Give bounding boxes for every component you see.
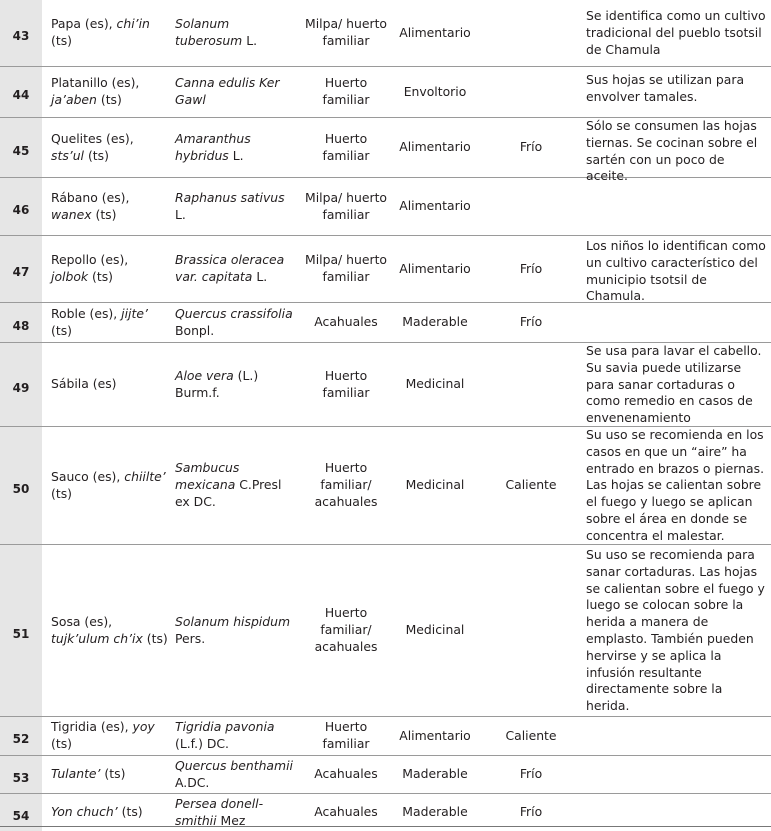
table-row xyxy=(0,343,771,427)
row-number: 51 xyxy=(0,545,42,716)
table-row xyxy=(0,756,771,794)
use: Alimentario xyxy=(399,139,471,155)
temperature: Caliente xyxy=(505,727,557,743)
common-name: Roble (es), jijte’ (ts) xyxy=(51,305,148,338)
temperature xyxy=(488,178,574,235)
table-row xyxy=(0,303,771,343)
table-bottom-rule xyxy=(0,826,771,827)
scientific-name: Aloe vera (L.) Burm.f. xyxy=(175,367,259,400)
use: Alimentario xyxy=(399,198,471,214)
temperature: Frío xyxy=(519,139,543,155)
common-name: Yon chuch’ (ts) xyxy=(51,804,143,820)
temperature xyxy=(488,67,574,117)
common-name: Quelites (es), sts’ul (ts) xyxy=(51,130,134,163)
common-name: Repollo (es), jolbok (ts) xyxy=(51,252,129,284)
row-number: 54 xyxy=(0,794,42,831)
habitat: Huerto familiar/ acahuales xyxy=(314,605,378,654)
scientific-name: Raphanus sativus L. xyxy=(175,189,285,222)
row-number: 46 xyxy=(0,178,42,235)
use: Alimentario xyxy=(399,727,471,743)
use: Alimentario xyxy=(399,24,471,40)
table-row xyxy=(0,717,771,756)
temperature xyxy=(488,545,574,716)
use: Maderable xyxy=(402,314,468,330)
common-name: Papa (es), chi’in (ts) xyxy=(51,16,150,48)
table-row xyxy=(0,427,771,545)
scientific-name: Solanum tuberosum L. xyxy=(175,16,258,48)
row-number: 52 xyxy=(0,717,42,755)
habitat: Acahuales xyxy=(314,314,378,330)
use: Medicinal xyxy=(405,622,465,638)
use: Medicinal xyxy=(405,376,465,392)
habitat: Huerto familiar xyxy=(322,75,370,107)
note: Se identifica como un cultivo tradicional del pueblo tsotsil de Chamula xyxy=(586,8,766,57)
scientific-name: Solanum hispidum Pers. xyxy=(175,613,291,646)
scientific-name: Tigridia pavonia (L.f.) DC. xyxy=(175,719,275,751)
use: Envoltorio xyxy=(403,83,467,99)
common-name: Platanillo (es), ja’aben (ts) xyxy=(51,75,140,107)
row-number: 48 xyxy=(0,303,42,342)
use: Maderable xyxy=(402,766,468,782)
use: Maderable xyxy=(402,804,468,820)
note: Sus hojas se utilizan para envolver tamales. xyxy=(586,72,745,104)
temperature: Caliente xyxy=(505,477,557,493)
common-name: Sosa (es), tujk’ulum ch’ix (ts) xyxy=(51,613,168,646)
habitat: Milpa/ huerto familiar xyxy=(305,16,388,48)
habitat: Acahuales xyxy=(314,766,378,782)
scientific-name: Brassica oleracea var. capitata L. xyxy=(175,252,285,284)
note: Su uso se recomienda en los casos en que un “aire” ha entrado en brazos o piernas. Las hojas se calientan sobre el fuego y luego se aplican sobre el área en donde se concentra el malestar. xyxy=(586,427,765,543)
note xyxy=(586,717,768,755)
row-number: 44 xyxy=(0,67,42,117)
row-number: 45 xyxy=(0,118,42,177)
table-row xyxy=(0,236,771,303)
note xyxy=(586,178,768,235)
common-name: Sábila (es) xyxy=(51,376,117,392)
row-number: 50 xyxy=(0,427,42,544)
table-row xyxy=(0,545,771,717)
table-row xyxy=(0,118,771,184)
row-number: 47 xyxy=(0,236,42,302)
row-number: 43 xyxy=(0,0,42,66)
note: Los niños lo identifican como un cultivo característico del municipio tsotsil de Chamula. xyxy=(586,238,766,304)
habitat: Huerto familiar xyxy=(322,719,370,751)
common-name: Sauco (es), chiilte’ (ts) xyxy=(51,468,166,501)
note: Su uso se recomienda para sanar cortaduras. Las hojas se calientan sobre el fuego y luego se colocan sobre la herida a manera de emplasto. También pueden hervirse y se aplica la infusión resultante directamente sobre la herida. xyxy=(586,547,765,714)
temperature: Frío xyxy=(519,766,543,782)
habitat: Huerto familiar xyxy=(322,367,370,400)
habitat: Milpa/ huerto familiar xyxy=(305,189,388,222)
scientific-name: Quercus benthamii A.DC. xyxy=(175,757,293,790)
scientific-name: Sambucus mexicana C.Presl ex DC. xyxy=(175,460,282,509)
temperature: Frío xyxy=(519,314,543,330)
scientific-name: Persea donell-smithii Mez xyxy=(175,795,264,828)
scientific-name: Quercus crassifolia Bonpl. xyxy=(175,305,293,338)
use: Medicinal xyxy=(405,477,465,493)
table-row xyxy=(0,0,771,67)
scientific-name: Amaranthus hybridus L. xyxy=(175,130,251,163)
scientific-name: Canna edulis Ker Gawl xyxy=(175,75,280,107)
common-name: Rábano (es), wanex (ts) xyxy=(51,189,130,222)
habitat: Huerto familiar xyxy=(322,130,370,163)
row-number: 49 xyxy=(0,343,42,426)
common-name: Tulante’ (ts) xyxy=(51,766,126,782)
habitat: Milpa/ huerto familiar xyxy=(305,252,388,284)
habitat: Huerto familiar/ acahuales xyxy=(314,460,378,509)
note xyxy=(586,756,768,793)
table-row xyxy=(0,178,771,236)
row-number: 53 xyxy=(0,756,42,793)
temperature: Frío xyxy=(519,260,543,276)
temperature: Frío xyxy=(519,804,543,820)
note: Se usa para lavar el cabello. Su savia puede utilizarse para sanar cortaduras o como remedio en casos de envenenamiento xyxy=(586,343,762,426)
table-row xyxy=(0,67,771,118)
note xyxy=(586,303,768,342)
habitat: Acahuales xyxy=(314,804,378,820)
note: Sólo se consumen las hojas tiernas. Se cocinan sobre el sartén con un poco de aceite. xyxy=(586,118,758,184)
use: Alimentario xyxy=(399,260,471,276)
temperature xyxy=(488,343,574,426)
common-name: Tigridia (es), yoy (ts) xyxy=(51,719,155,751)
temperature xyxy=(488,0,574,66)
